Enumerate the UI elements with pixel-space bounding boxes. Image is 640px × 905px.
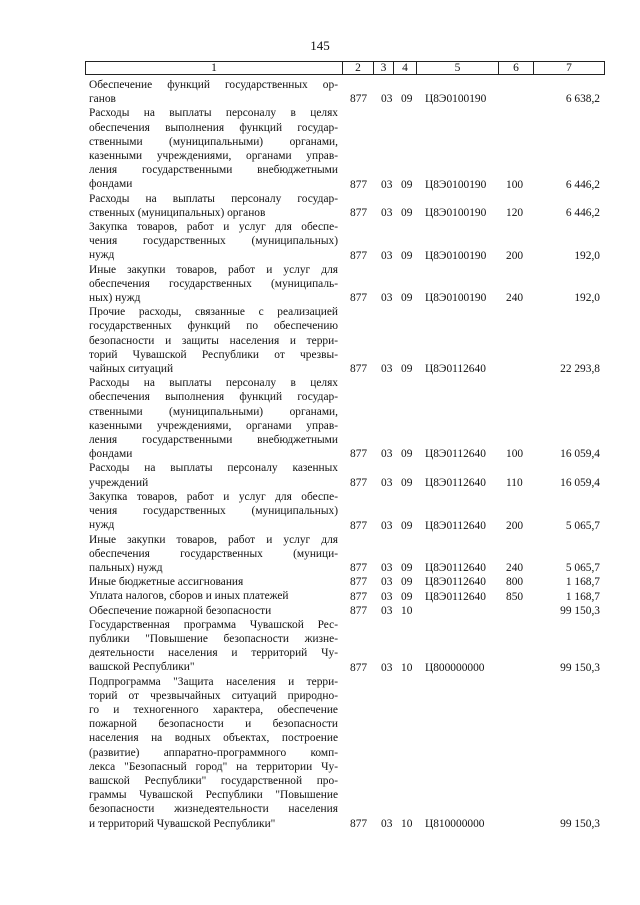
description-line: ганов	[89, 93, 116, 106]
description-line: Обеспечение функций государственных ор-	[89, 79, 338, 91]
ministry-code: 877	[350, 661, 368, 674]
description-line: обеспечения выполнения функций государ-	[89, 391, 338, 404]
description-line: Иные закупки товаров, работ и услуг для	[89, 263, 338, 276]
subsection-code: 09	[401, 576, 413, 589]
description-line: чения государственных (муниципальных)	[89, 235, 338, 248]
ministry-code: 877	[350, 207, 368, 220]
description-line: чения государственных (муниципальных)	[89, 505, 338, 518]
amount: 6 638,2	[565, 93, 600, 106]
table-row	[0, 575, 640, 589]
table-row	[0, 589, 640, 603]
ministry-code: 877	[350, 604, 368, 617]
row-values	[0, 291, 640, 305]
ministry-code: 877	[350, 363, 368, 376]
description-line: Обеспечение пожарной безопасности	[89, 604, 272, 617]
header-col-2: 2	[342, 62, 373, 74]
subsection-code: 09	[401, 590, 413, 603]
row-values	[0, 206, 640, 220]
row-values	[0, 590, 640, 604]
description-line: го и техногенного характера, обеспечение	[89, 703, 338, 716]
description-line: обеспечения государственных (муниципаль-	[89, 277, 338, 290]
description-line: чайных ситуаций	[89, 363, 174, 376]
amount: 5 065,7	[565, 519, 600, 532]
section-code: 03	[381, 178, 393, 191]
table-row	[0, 376, 640, 461]
amount: 1 168,7	[565, 590, 600, 603]
table-row	[0, 533, 640, 576]
expense-type-code: 200	[506, 249, 524, 262]
description-line: ственными (муниципальными) органами,	[89, 405, 338, 418]
description-line: Расходы на выплаты персоналу казенных	[89, 462, 338, 475]
subsection-code: 10	[401, 604, 413, 617]
amount: 99 150,3	[560, 661, 600, 674]
section-code: 03	[381, 562, 393, 575]
description-line: казенными учреждениями, органами управ-	[89, 150, 338, 163]
description-line: ления государственными внебюджетными	[89, 164, 338, 177]
description-line: Государственная программа Чувашской Рес-	[89, 618, 338, 631]
ministry-code: 877	[350, 178, 368, 191]
description-line: Расходы на выплаты персоналу государ-	[89, 192, 338, 205]
expense-type-code: 110	[506, 476, 523, 489]
subsection-code: 09	[401, 207, 413, 220]
subsection-code: 09	[401, 476, 413, 489]
description-line: обеспечения выполнения функций государ-	[89, 121, 338, 134]
description-line: Закупка товаров, работ и услуг для обеспе-	[89, 221, 338, 234]
ministry-code: 877	[350, 590, 368, 603]
subsection-code: 09	[401, 178, 413, 191]
target-article-code: Ц8Э0112640	[425, 590, 486, 603]
description-line: ления государственными внебюджетными	[89, 434, 338, 447]
amount: 99 150,3	[560, 604, 600, 617]
description-line: нужд	[89, 519, 115, 532]
subsection-code: 09	[401, 519, 413, 532]
description-line: ных) нужд	[89, 292, 141, 305]
description-line: пожарной безопасности и безопасности	[89, 718, 338, 731]
target-article-code: Ц8Э0100190	[425, 178, 487, 191]
section-code: 03	[381, 519, 393, 532]
description-line: вашской Республики" государственной про-	[89, 774, 338, 787]
table-row	[0, 604, 640, 618]
row-values	[0, 476, 640, 490]
description-line: государственных функций по обеспечению	[89, 320, 338, 333]
subsection-code: 09	[401, 249, 413, 262]
section-code: 03	[381, 292, 393, 305]
ministry-code: 877	[350, 292, 368, 305]
row-values	[0, 561, 640, 575]
target-article-code: Ц8Э0112640	[425, 576, 486, 589]
table-row	[0, 490, 640, 533]
expense-type-code: 100	[506, 448, 524, 461]
amount: 5 065,7	[565, 562, 600, 575]
ministry-code: 877	[350, 519, 368, 532]
header-col-7: 7	[533, 62, 604, 74]
description-line: Иные закупки товаров, работ и услуг для	[89, 533, 338, 546]
row-values	[0, 575, 640, 589]
amount: 16 059,4	[560, 476, 600, 489]
table-row	[0, 675, 640, 831]
header-col-6: 6	[498, 62, 533, 74]
description-line: обеспечения государственных (муници-	[89, 547, 338, 560]
target-article-code: Ц8Э0112640	[425, 476, 486, 489]
description-line: Уплата налогов, сборов и иных платежей	[89, 590, 289, 603]
row-values	[0, 604, 640, 618]
page-number: 145	[310, 38, 330, 53]
description-line: фондами	[89, 448, 133, 461]
ministry-code: 877	[350, 476, 368, 489]
amount: 22 293,8	[560, 363, 600, 376]
section-code: 03	[381, 93, 393, 106]
row-values	[0, 661, 640, 675]
target-article-code: Ц8Э0112640	[425, 519, 486, 532]
expense-type-code: 200	[506, 519, 524, 532]
table-row	[0, 305, 640, 376]
row-values	[0, 817, 640, 831]
description-line: пальных) нужд	[89, 561, 163, 574]
table-row	[0, 220, 640, 263]
subsection-code: 09	[401, 93, 413, 106]
subsection-code: 09	[401, 363, 413, 376]
section-code: 03	[381, 363, 393, 376]
target-article-code: Ц8Э0100190	[425, 249, 487, 262]
table-header	[85, 61, 605, 75]
expense-type-code: 800	[506, 576, 524, 589]
section-code: 03	[381, 448, 393, 461]
description-line: Иные бюджетные ассигнования	[89, 576, 244, 589]
amount: 6 446,2	[565, 207, 600, 220]
description-line: Расходы на выплаты персоналу в целях	[89, 377, 338, 390]
description-line: Прочие расходы, связанные с реализацией	[89, 306, 338, 319]
section-code: 03	[381, 576, 393, 589]
description-line: публики "Повышение безопасности жизне-	[89, 632, 338, 645]
expense-type-code: 240	[506, 562, 524, 575]
description-line: Расходы на выплаты персоналу в целях	[89, 107, 338, 120]
description-line: учреждений	[89, 476, 149, 489]
table-body	[0, 78, 640, 831]
amount: 192,0	[574, 249, 600, 262]
target-article-code: Ц8Э0112640	[425, 562, 486, 575]
target-article-code: Ц8Э0100190	[425, 292, 487, 305]
table-row	[0, 618, 640, 675]
row-values	[0, 447, 640, 461]
description-line: ственных (муниципальных) органов	[89, 206, 266, 219]
ministry-code: 877	[350, 448, 368, 461]
ministry-code: 877	[350, 562, 368, 575]
description-line: ственными (муниципальными) органами,	[89, 135, 338, 148]
table-row	[0, 106, 640, 191]
amount: 6 446,2	[565, 178, 600, 191]
description-line: и территорий Чувашской Республики"	[89, 817, 276, 830]
description-line: фондами	[89, 178, 133, 191]
table-row	[0, 192, 640, 220]
table-row	[0, 263, 640, 306]
row-values	[0, 92, 640, 106]
subsection-code: 09	[401, 292, 413, 305]
description-line: населения на водных объектах, построение	[89, 732, 338, 745]
header-col-5: 5	[416, 62, 498, 74]
header-col-4: 4	[393, 62, 416, 74]
expense-type-code: 240	[506, 292, 524, 305]
description-line: лекса "Безопасный город" на территории Чу-	[89, 760, 338, 773]
ministry-code: 877	[350, 817, 368, 830]
amount: 16 059,4	[560, 448, 600, 461]
section-code: 03	[381, 590, 393, 603]
section-code: 03	[381, 817, 393, 830]
target-article-code: Ц800000000	[425, 661, 485, 674]
description-line: торий Чувашской Республики от чрезвы-	[89, 348, 338, 361]
target-article-code: Ц8Э0112640	[425, 363, 486, 376]
description-line: граммы Чувашской Республики "Повышение	[89, 789, 338, 802]
target-article-code: Ц810000000	[425, 817, 485, 830]
ministry-code: 877	[350, 93, 368, 106]
description-line: Подпрограмма "Защита населения и терри-	[89, 675, 338, 688]
target-article-code: Ц8Э0100190	[425, 207, 487, 220]
expense-type-code: 850	[506, 590, 524, 603]
expense-type-code: 120	[506, 207, 524, 220]
description-line: торий от чрезвычайных ситуаций природно-	[89, 689, 338, 702]
description-line: нужд	[89, 249, 115, 262]
amount: 192,0	[574, 292, 600, 305]
description-line: деятельности населения и территорий Чу-	[89, 647, 338, 660]
row-values	[0, 362, 640, 376]
row-values	[0, 178, 640, 192]
description-line: казенными учреждениями, органами управ-	[89, 419, 338, 432]
section-code: 03	[381, 249, 393, 262]
ministry-code: 877	[350, 249, 368, 262]
subsection-code: 10	[401, 661, 413, 674]
subsection-code: 09	[401, 448, 413, 461]
header-col-1: 1	[211, 62, 217, 74]
table-row	[0, 78, 640, 106]
amount: 1 168,7	[565, 576, 600, 589]
target-article-code: Ц8Э0112640	[425, 448, 486, 461]
subsection-code: 09	[401, 562, 413, 575]
target-article-code: Ц8Э0100190	[425, 93, 487, 106]
table-row	[0, 461, 640, 489]
row-values	[0, 519, 640, 533]
ministry-code: 877	[350, 576, 368, 589]
header-col-3: 3	[373, 62, 393, 74]
description-line: Закупка товаров, работ и услуг для обеспе-	[89, 490, 338, 503]
description-line: вашской Республики"	[89, 661, 195, 674]
section-code: 03	[381, 604, 393, 617]
amount: 99 150,3	[560, 817, 600, 830]
description-line: безопасности жизнедеятельности населения	[89, 803, 338, 816]
section-code: 03	[381, 661, 393, 674]
row-description	[89, 675, 338, 831]
section-code: 03	[381, 476, 393, 489]
description-line: безопасности и защиты населения и терри-	[89, 334, 338, 347]
row-values	[0, 249, 640, 263]
subsection-code: 10	[401, 817, 413, 830]
expense-type-code: 100	[506, 178, 524, 191]
section-code: 03	[381, 207, 393, 220]
description-line: (развитие) аппаратно-программного комп-	[89, 746, 338, 759]
